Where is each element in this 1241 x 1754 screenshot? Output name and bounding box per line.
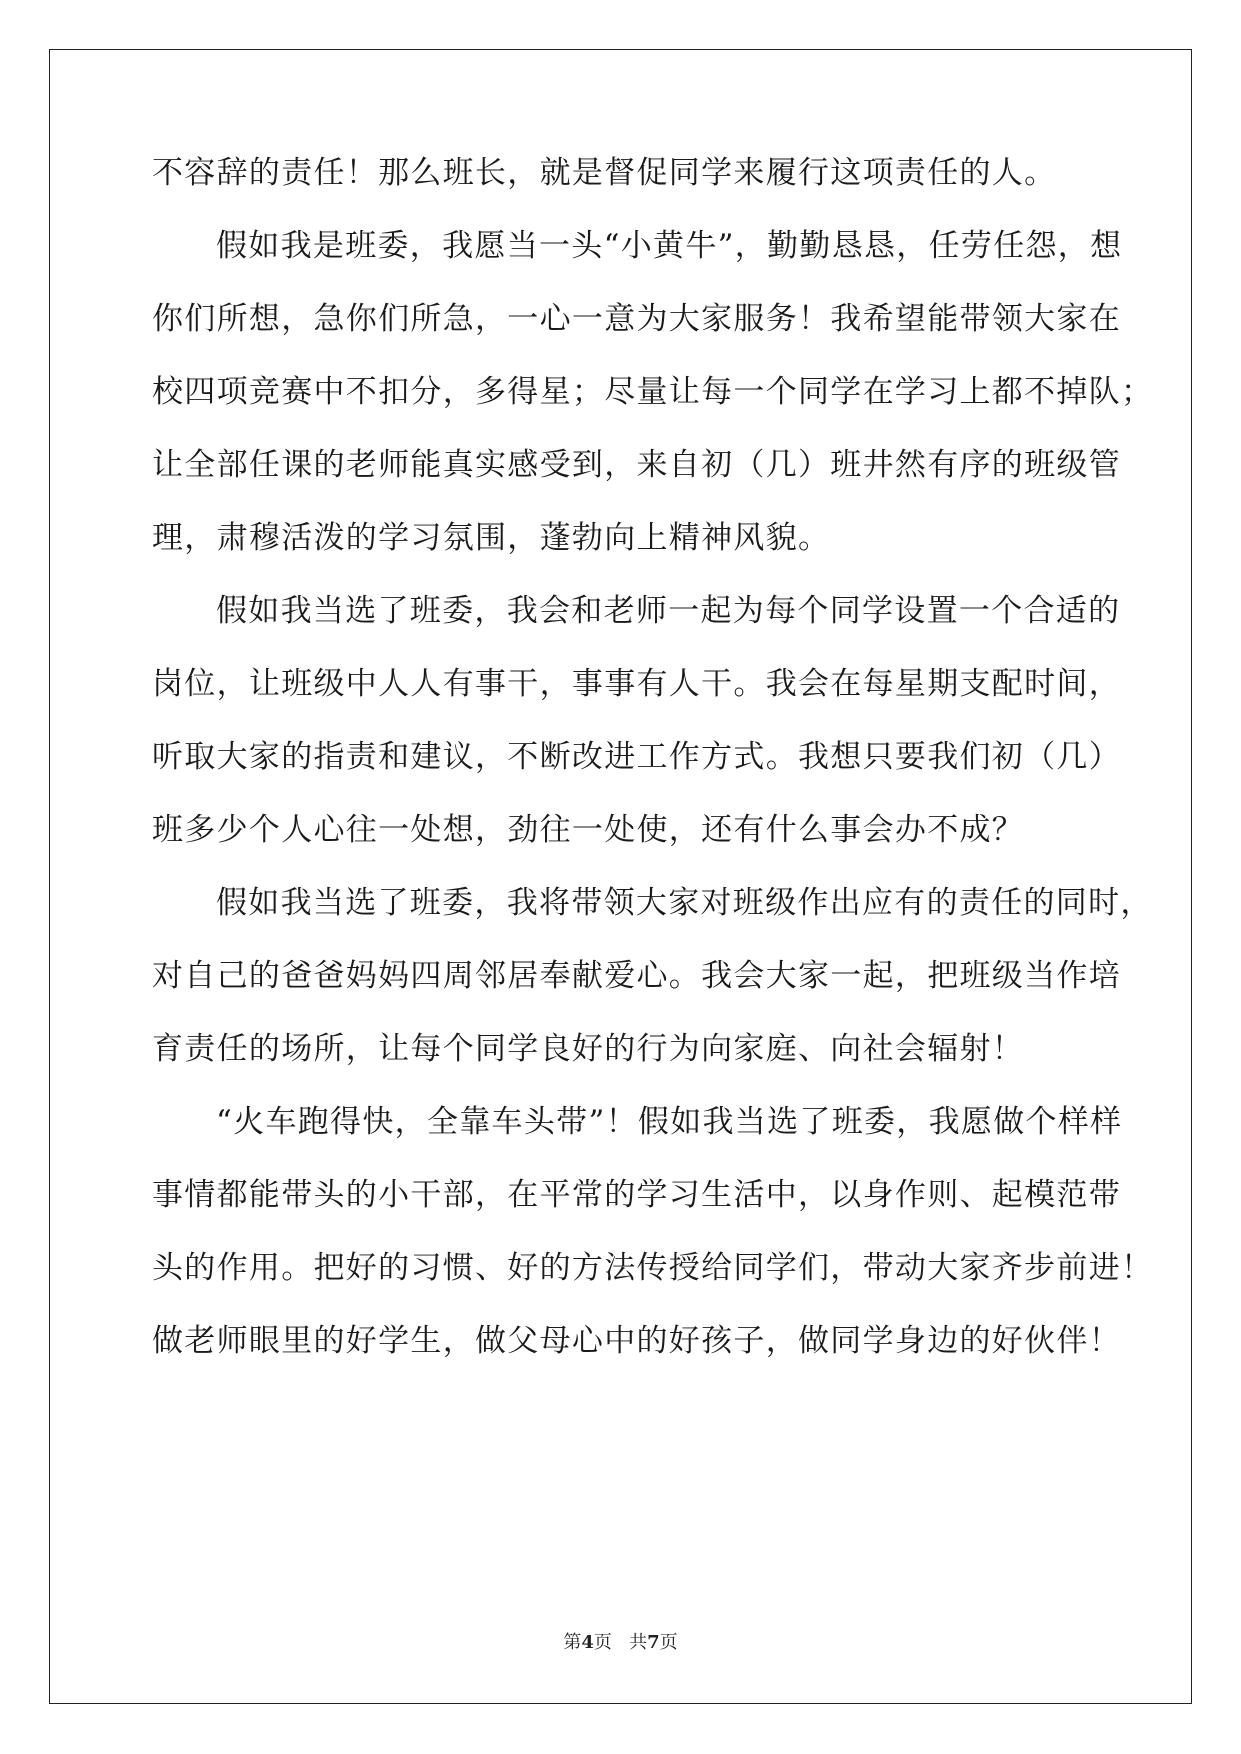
page-footer xyxy=(0,1632,1241,1654)
text-line: 班多少个人心往一处想，劲往一处使，还有什么事会办不成？ xyxy=(152,812,1025,848)
paragraph-first-line: 假如我当选了班委，我将带领大家对班级作出应有的责任的同时， xyxy=(216,885,1153,921)
footer-total-unit: 页 xyxy=(659,1632,678,1653)
text-line: 不容辞的责任！那么班长，就是督促同学来履行这项责任的人。 xyxy=(152,155,1057,191)
text-line: 理，肃穆活泼的学习氛围，蓬勃向上精神风貌。 xyxy=(152,520,831,556)
text-line: 对自己的爸爸妈妈四周邻居奉献爱心。我会大家一起，把班级当作培 xyxy=(152,958,1121,994)
footer-prefix: 第 xyxy=(563,1632,582,1653)
footer-page-unit: 页 xyxy=(593,1632,612,1653)
total-pages-number: 7 xyxy=(647,1632,660,1653)
text-line: 听取大家的指责和建议，不断改进工作方式。我想只要我们初（几） xyxy=(152,739,1121,775)
text-line: 校四项竞赛中不扣分，多得星；尽量让每一个同学在学习上都不掉队； xyxy=(152,374,1154,410)
current-page-number: 4 xyxy=(581,1632,594,1653)
footer-total-prefix: 共 xyxy=(629,1632,648,1653)
page-border xyxy=(49,49,1192,1704)
text-line: 让全部任课的老师能真实感受到，来自初（几）班井然有序的班级管 xyxy=(152,447,1121,483)
text-line: 头的作用。把好的习惯、好的方法传授给同学们，带动大家齐步前进！ xyxy=(152,1250,1154,1286)
text-line: 岗位，让班级中人人有事干，事事有人干。我会在每星期支配时间， xyxy=(152,666,1121,702)
paragraph-first-line: 假如我是班委，我愿当一头“小黄牛”，勤勤恳恳，任劳任怨，想 xyxy=(216,228,1123,264)
text-line: 你们所想，急你们所急，一心一意为大家服务！我希望能带领大家在 xyxy=(152,301,1121,337)
text-line: 做老师眼里的好学生，做父母心中的好孩子，做同学身边的好伙伴！ xyxy=(152,1323,1121,1359)
paragraph-first-line: “火车跑得快，全靠车头带”！假如我当选了班委，我愿做个样样 xyxy=(216,1104,1123,1140)
paragraph-first-line: 假如我当选了班委，我会和老师一起为每个同学设置一个合适的 xyxy=(216,593,1121,629)
text-line: 育责任的场所，让每个同学良好的行为向家庭、向社会辐射！ xyxy=(152,1031,1025,1067)
text-line: 事情都能带头的小干部，在平常的学习生活中，以身作则、起模范带 xyxy=(152,1177,1121,1213)
